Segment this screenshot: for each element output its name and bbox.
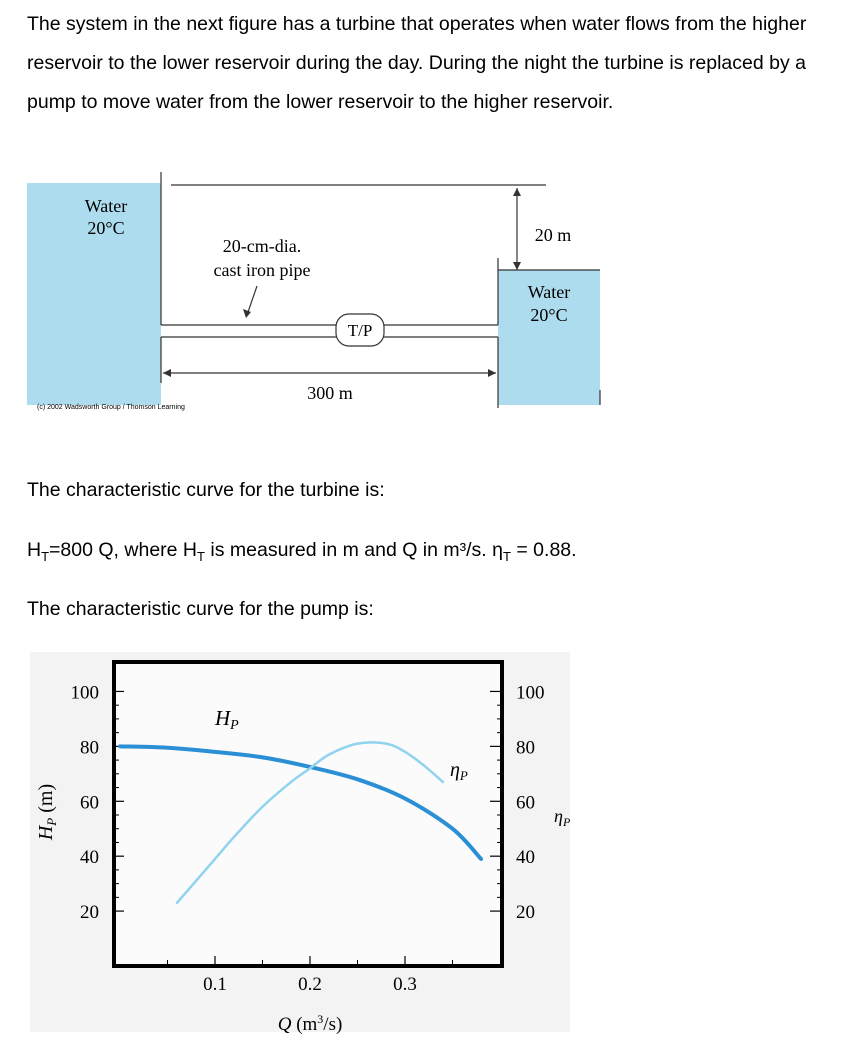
y-right-tick-label: 40 bbox=[516, 847, 535, 869]
length-label: 300 m bbox=[307, 383, 353, 403]
y-right-tick-label: 80 bbox=[516, 737, 535, 759]
y-axis-label: $H_P$ (m) bbox=[35, 783, 59, 841]
reservoir-schematic bbox=[0, 160, 844, 425]
pump-heading: The characteristic curve for the pump is: bbox=[27, 598, 374, 620]
tp-label: T/P bbox=[347, 321, 373, 340]
turbine-equation: $H_T=800$ Q, where $H_T$ is measured in m and Q in m³/s. $\eta_T = 0.88$. bbox=[27, 539, 577, 564]
hp-curve-label: HP bbox=[215, 706, 239, 733]
turbine-heading: The characteristic curve for the turbine is: bbox=[27, 479, 385, 501]
x-tick-label: 0.2 bbox=[298, 974, 322, 995]
left-temp-label: 20°C bbox=[87, 218, 125, 238]
y-tick-label: 100 bbox=[70, 682, 99, 704]
y-right-tick-label: 100 bbox=[516, 682, 545, 704]
copyright-label: (c) 2002 Wadsworth Group / Thomson Learning bbox=[37, 404, 185, 411]
y-right-tick-label: 20 bbox=[516, 902, 535, 924]
y-tick-label: 20 bbox=[80, 902, 99, 924]
y-right-axis-label: $\eta_P$ bbox=[554, 806, 571, 829]
elevation-label: 20 m bbox=[534, 225, 572, 245]
pipe-label-1: 20-cm-dia. bbox=[222, 236, 302, 256]
eta-curve-label: $\eta_P$ bbox=[450, 759, 468, 783]
x-tick-label: 0.1 bbox=[203, 974, 227, 995]
right-water-label: Water bbox=[527, 282, 571, 302]
y-tick-label: 40 bbox=[80, 847, 99, 869]
x-axis-label: Q $(m^3/s)$ bbox=[277, 1012, 343, 1035]
y-tick-label: 60 bbox=[80, 792, 99, 814]
problem-intro: The system in the next figure has a turbine that operates when water flows from the higher reservoir to the lower reservoir during the day. During the night the turbine is replaced by a pump to move water from the lower reservoir to the higher reservoir. bbox=[27, 13, 807, 113]
right-temp-label: 20°C bbox=[530, 305, 568, 325]
y-right-tick-label: 60 bbox=[516, 792, 535, 814]
x-tick-label: 0.3 bbox=[393, 974, 417, 995]
pump-characteristic-chart bbox=[0, 650, 844, 1044]
pipe-label-2: cast iron pipe bbox=[213, 260, 311, 280]
left-water-label: Water bbox=[84, 196, 128, 216]
y-tick-label: 80 bbox=[80, 737, 99, 759]
left-reservoir-water bbox=[27, 183, 161, 405]
